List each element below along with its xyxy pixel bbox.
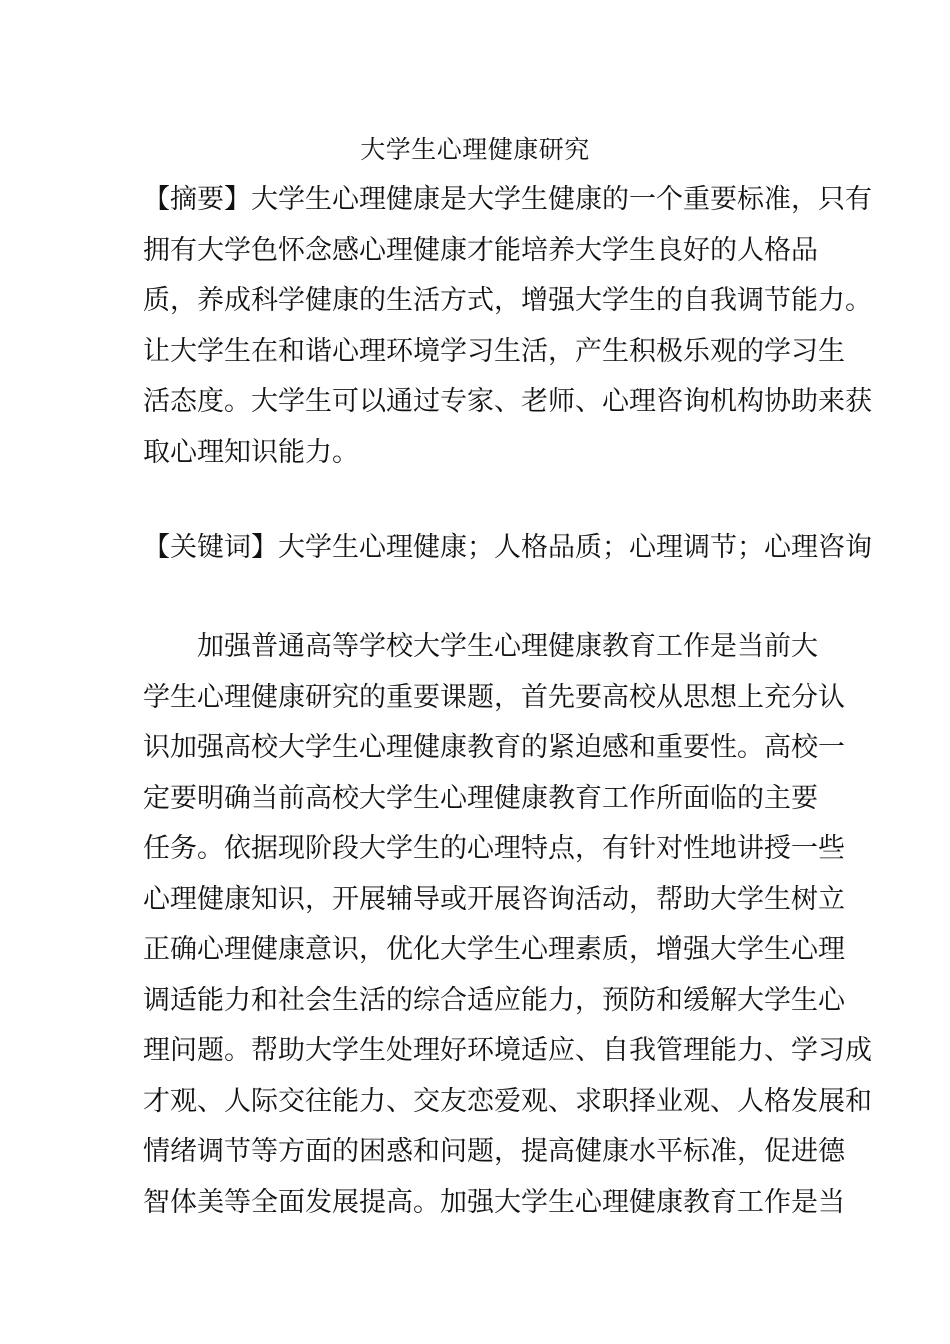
abstract-section xyxy=(143,175,872,478)
body-line: 正确心理健康意识，优化大学生心理素质，增强大学生心理 xyxy=(143,934,845,965)
keywords-section xyxy=(143,523,872,574)
body-line: 心理健康知识，开展辅导或开展咨询活动，帮助大学生树立 xyxy=(143,883,845,915)
abstract-line: 拥有大学色怀念感心理健康才能培养大学生良好的人格品 xyxy=(143,234,818,266)
body-line: 理问题。帮助大学生处理好环境适应、自我管理能力、学习成 xyxy=(143,1035,872,1066)
body-line: 识加强高校大学生心理健康教育的紧迫感和重要性。高校一 xyxy=(143,732,845,763)
abstract-line: 让大学生在和谐心理环境学习生活，产生积极乐观的学习生 xyxy=(143,335,845,367)
document-title: 大学生心理健康研究 xyxy=(360,135,590,164)
body-line: 情绪调节等方面的困惑和问题，提高健康水平标准，促进德 xyxy=(143,1136,845,1167)
body-line: 智体美等全面发展提高。加强大学生心理健康教育工作是当 xyxy=(143,1186,845,1218)
body-line: 加强普通高等学校大学生心理健康教育工作是当前大 xyxy=(197,631,818,662)
body-line: 任务。依据现阶段大学生的心理特点，有针对性地讲授一些 xyxy=(143,833,845,864)
abstract-line: 取心理知识能力。 xyxy=(143,436,359,468)
body-line: 调适能力和社会生活的综合适应能力，预防和缓解大学生心 xyxy=(143,984,845,1016)
abstract-line: 质，养成科学健康的生活方式，增强大学生的自我调节能力。 xyxy=(143,285,872,316)
body-line: 定要明确当前高校大学生心理健康教育工作所面临的主要 xyxy=(143,782,818,814)
body-line: 才观、人际交往能力、交友恋爱观、求职择业观、人格发展和 xyxy=(143,1085,872,1117)
body-line: 学生心理健康研究的重要课题，首先要高校从思想上充分认 xyxy=(143,681,845,713)
abstract-line: 【摘要】大学生心理健康是大学生健康的一个重要标准，只有 xyxy=(143,184,872,215)
abstract-line: 活态度。大学生可以通过专家、老师、心理咨询机构协助来获 xyxy=(143,386,872,417)
keywords-line: 【关键词】大学生心理健康；人格品质；心理调节；心理咨询 xyxy=(143,532,872,563)
body-paragraph xyxy=(143,622,872,1228)
